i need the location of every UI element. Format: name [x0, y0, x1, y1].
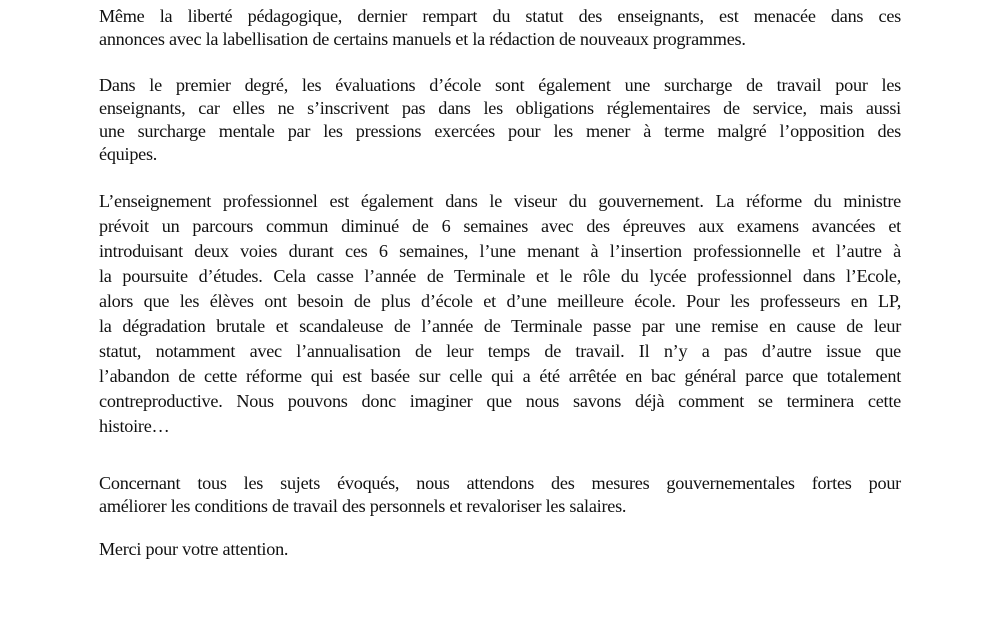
text-line: améliorer les conditions de travail des personnels et revaloriser les salaires. [99, 496, 627, 516]
text-line: L’enseignement professionnel est également dans le viseur du gouvernement. La réforme du ministre [99, 191, 901, 211]
text-line: Merci pour votre attention. [99, 539, 289, 559]
text-line: statut, notamment avec l’annualisation de leur temps de travail. Il n’y a pas d’autre issue que [99, 341, 901, 361]
paragraph-school-evaluations [99, 74, 901, 166]
text-line: prévoit un parcours commun diminué de 6 semaines avec des épreuves aux examens avancées et [99, 216, 901, 236]
text-line: la dégradation brutale et scandaleuse de l’année de Terminale passe par une remise en cause de leur [99, 316, 901, 336]
text-line: l’abandon de cette réforme qui est basée sur celle qui a été arrêtée en bac général parce que totalement [99, 366, 901, 386]
text-line: Concernant tous les sujets évoqués, nous attendons des mesures gouvernementales fortes pour [99, 473, 901, 493]
paragraph-vocational-education [99, 189, 901, 439]
text-line: alors que les élèves ont besoin de plus d’école et d’une meilleure école. Pour les professeurs en LP, [99, 291, 901, 311]
text-line: Dans le premier degré, les évaluations d’école sont également une surcharge de travail pour les [99, 75, 901, 95]
text-line: enseignants, car elles ne s’inscrivent pas dans les obligations réglementaires de service, mais aussi [99, 98, 901, 118]
text-line: introduisant deux voies durant ces 6 semaines, l’une menant à l’insertion professionnelle et l’autre à [99, 241, 901, 261]
text-line: histoire… [99, 416, 170, 436]
text-line: une surcharge mentale par les pressions exercées pour les mener à terme malgré l’opposition des [99, 121, 901, 141]
text-line: Même la liberté pédagogique, dernier rempart du statut des enseignants, est menacée dans ces [99, 6, 901, 26]
paragraph-closing [99, 538, 901, 561]
text-line: annonces avec la labellisation de certains manuels et la rédaction de nouveaux programmes. [99, 29, 746, 49]
text-line: la poursuite d’études. Cela casse l’année de Terminale et le rôle du lycée professionnel dans l’Ecole, [99, 266, 901, 286]
paragraph-pedagogical-freedom [99, 5, 901, 51]
text-line: équipes. [99, 144, 158, 164]
text-line: contreproductive. Nous pouvons donc imaginer que nous savons déjà comment se terminera cette [99, 391, 901, 411]
paragraph-government-measures [99, 472, 901, 518]
